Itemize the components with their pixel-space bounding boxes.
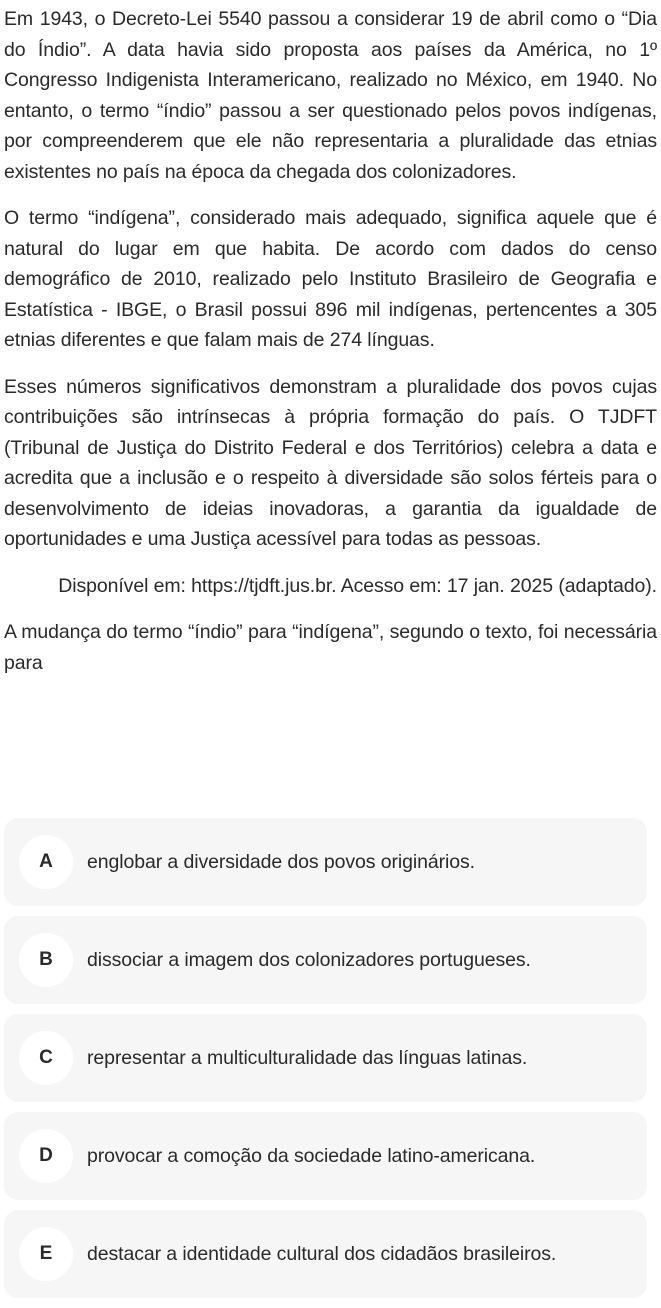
option-text: representar a multiculturalidade das línguas latinas. xyxy=(87,1046,528,1069)
option-letter-badge: E xyxy=(19,1227,73,1281)
option-text: provocar a comoção da sociedade latino-americana. xyxy=(87,1144,536,1167)
source-citation: Disponível em: https://tjdft.jus.br. Acesso em: 17 jan. 2025 (adaptado). xyxy=(58,574,657,597)
answer-options xyxy=(4,818,647,1308)
option-text: englobar a diversidade dos povos originários. xyxy=(87,850,475,873)
option-e[interactable] xyxy=(4,1210,647,1298)
passage-paragraph-2: O termo “indígena”, considerado mais adequado, significa aquele que é natural do lugar em que habita. De acordo com dados do censo demográfico de 2010, realizado pelo Instituto Brasileiro de Geografia e Estatística - IBGE, o Brasil possui 896 mil indígenas, pertencentes a 305 etnias diferentes e que falam mais de 274 línguas. xyxy=(4,207,657,351)
option-text: destacar a identidade cultural dos cidadãos brasileiros. xyxy=(87,1242,557,1265)
question-stem: A mudança do termo “índio” para “indígena”, segundo o texto, foi necessária para xyxy=(4,621,657,674)
passage xyxy=(4,4,657,678)
passage-paragraph-1: Em 1943, o Decreto-Lei 5540 passou a considerar 19 de abril como o “Dia do Índio”. A data havia sido proposta aos países da América, no 1º Congresso Indigenista Interamericano, realizado no México, em 1940. No entanto, o termo “índio” passou a ser questionado pelos povos indígenas, por compreenderem que ele não representaria a pluralidade das etnias existentes no país na época da chegada dos colonizadores. xyxy=(4,8,657,183)
option-letter-badge: B xyxy=(19,933,73,987)
passage-paragraph-3: Esses números significativos demonstram a pluralidade dos povos cujas contribuições são intrínsecas à própria formação do país. O TJDFT (Tribunal de Justiça do Distrito Federal e dos Territórios) celebra a data e acredita que a inclusão e o respeito à diversidade são solos férteis para o desenvolvimento de ideias inovadoras, a garantia da igualdade de oportunidades e uma Justiça acessível para todas as pessoas. xyxy=(4,375,657,550)
option-letter-badge: D xyxy=(19,1129,73,1183)
option-c[interactable] xyxy=(4,1014,647,1102)
option-letter-badge: C xyxy=(19,1031,73,1085)
option-b[interactable] xyxy=(4,916,647,1004)
option-text: dissociar a imagem dos colonizadores portugueses. xyxy=(87,948,531,971)
option-letter-badge: A xyxy=(19,835,73,889)
option-a[interactable] xyxy=(4,818,647,906)
option-d[interactable] xyxy=(4,1112,647,1200)
